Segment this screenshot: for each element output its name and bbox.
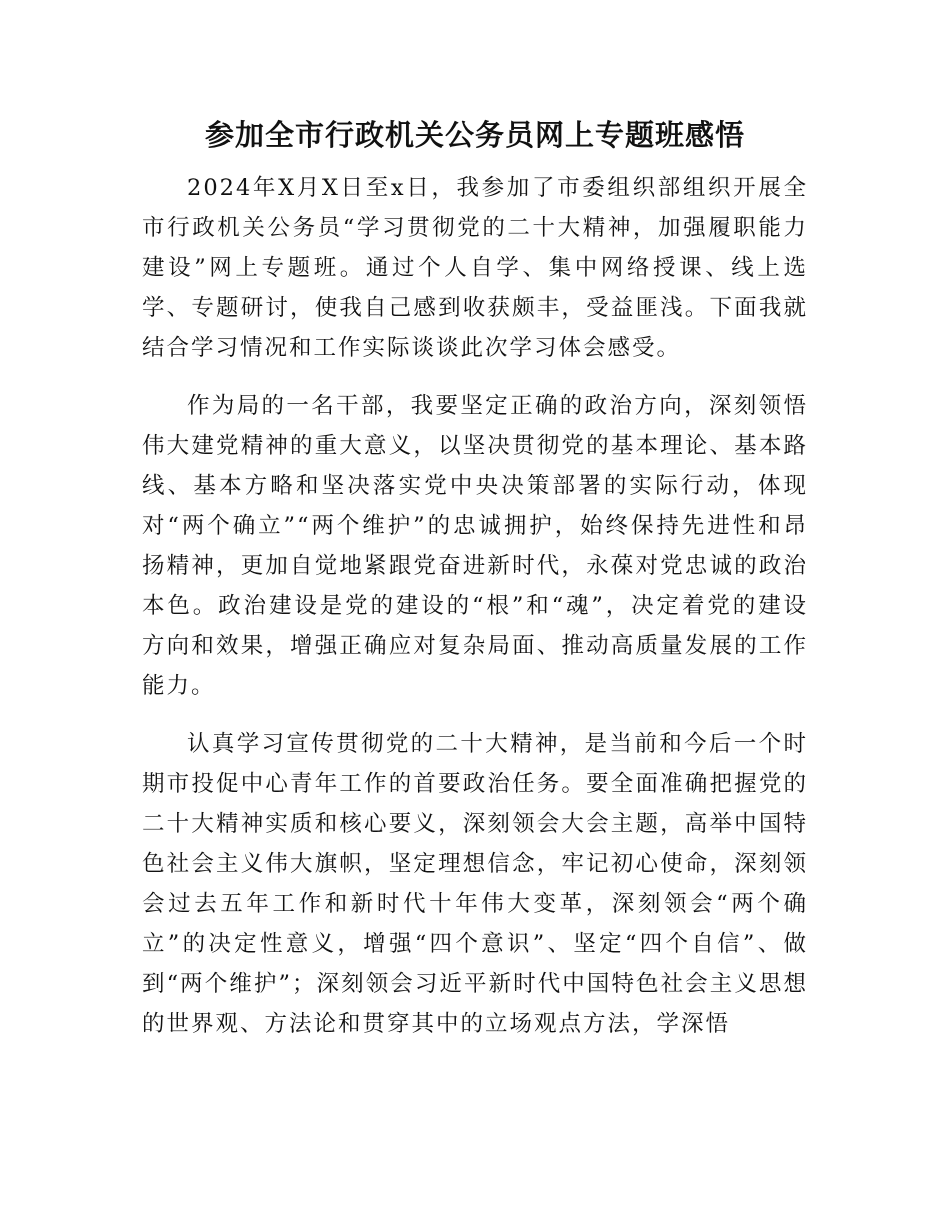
paragraph-3: 认真学习宣传贯彻党的二十大精神，是当前和今后一个时期市投促中心青年工作的首要政治任务。要全面准确把握党的二十大精神实质和核心要义，深刻领会大会主题，高举中国特色社会主义伟大旗帜，坚定理想信念，牢记初心使命，深刻领会过去五年工作和新时代十年伟大变革，深刻领会“两个确立”的决定性意义，增强“四个意识”、坚定“四个自信”、做到“两个维护”；深刻领会习近平新时代中国特色社会主义思想的世界观、方法论和贯穿其中的立场观点方法，学深悟: [142, 731, 808, 1037]
document-title: 参加全市行政机关公务员网上专题班感悟: [204, 118, 745, 152]
paragraph-1: 2024年X月X日至x日，我参加了市委组织部组织开展全市行政机关公务员“学习贯彻党的二十大精神，加强履职能力建设”网上专题班。通过个人自学、集中网络授课、线上选学、专题研讨，使我自己感到收获颇丰，受益匪浅。下面我就结合学习情况和工作实际谈谈此次学习体会感受。: [142, 175, 808, 361]
paragraph-2: 作为局的一名干部，我要坚定正确的政治方向，深刻领悟伟大建党精神的重大意义，以坚决贯彻党的基本理论、基本路线、基本方略和坚决落实党中央决策部署的实际行动，体现对“两个确立”“两个维护”的忠诚拥护，始终保持先进性和昂扬精神，更加自觉地紧跟党奋进新时代，永葆对党忠诚的政治本色。政治建设是党的建设的“根”和“魂”，决定着党的建设方向和效果，增强正确应对复杂局面、推动高质量发展的工作能力。: [142, 393, 808, 699]
